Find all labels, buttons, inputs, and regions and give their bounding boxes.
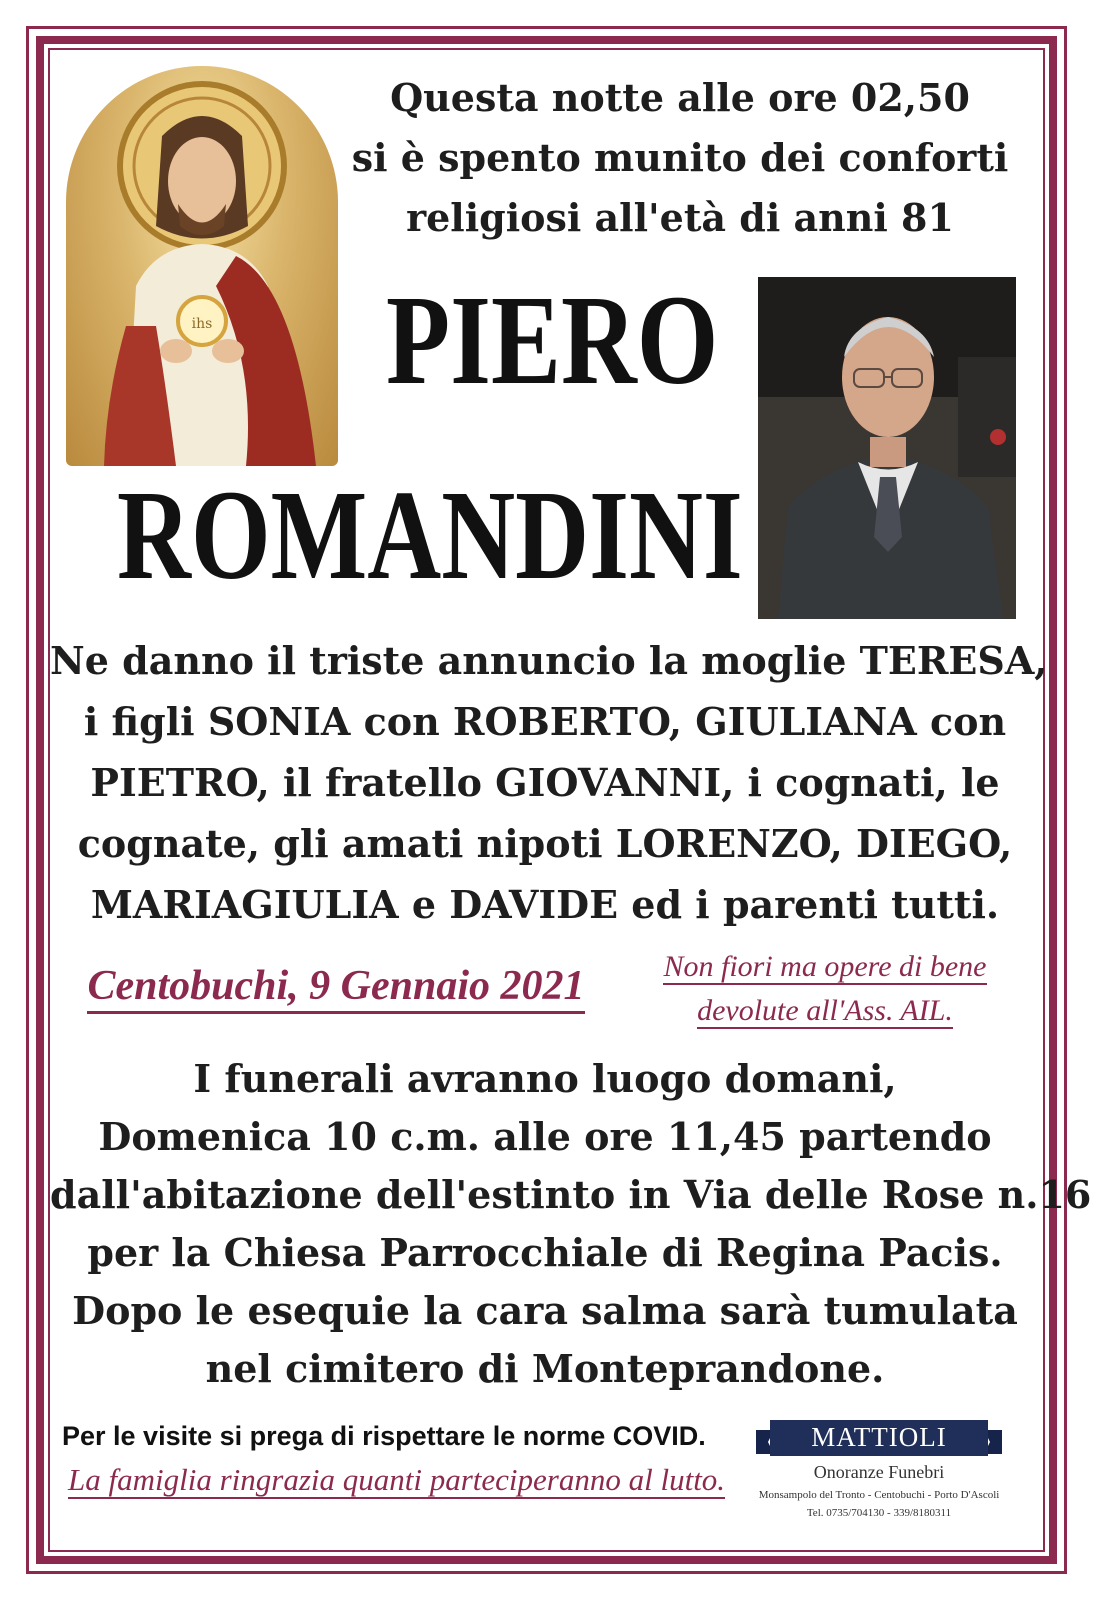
- donation-line: devolute all'Ass. AIL.: [697, 994, 953, 1027]
- place-date: [66, 958, 606, 1014]
- funeral-line: per la Chiesa Parrocchiale di Regina Pacis.: [87, 1230, 1003, 1275]
- intro-line: religiosi all'età di anni 81: [406, 195, 954, 240]
- deceased-last-name: ROMANDINI: [117, 464, 743, 606]
- announcement-line: MARIAGIULIA e DAVIDE ed i parenti tutti.: [90, 882, 1000, 927]
- covid-note: Per le visite si prega di rispettare le norme COVID.: [62, 1421, 706, 1451]
- thanks-note-text: La famiglia ringrazia quanti parteciperanno al lutto.: [68, 1462, 726, 1497]
- funeral-home-logo: [738, 1412, 1020, 1524]
- intro-line: si è spento munito dei conforti: [351, 135, 1009, 180]
- funeral-home-subtitle: Onoranze Funebri: [813, 1462, 945, 1482]
- funeral-line: dall'abitazione dell'estinto in Via delle Rose n.16: [50, 1172, 1092, 1217]
- ribbon-banner: [756, 1418, 1002, 1458]
- funeral-home-towns: Monsampolo del Tronto - Centobuchi - Porto D'Ascoli: [758, 1489, 1000, 1501]
- funeral-home-name: MATTIOLI: [811, 1422, 947, 1452]
- announcement-line: Ne danno il triste annuncio la moglie TERESA,: [50, 638, 1048, 683]
- intro-line: Questa notte alle ore 02,50: [390, 75, 970, 120]
- portrait-photo: [758, 277, 1016, 619]
- announcement-line: cognate, gli amati nipoti LORENZO, DIEGO,: [77, 821, 1013, 866]
- place-date-text: Centobuchi, 9 Gennaio 2021: [87, 963, 584, 1014]
- funeral-line: Dopo le esequie la cara salma sarà tumulata: [72, 1288, 1018, 1333]
- donation-note: [640, 945, 1010, 1033]
- funeral-line: nel cimitero di Monteprandone.: [205, 1346, 885, 1391]
- funeral-info: [50, 1050, 1092, 1398]
- announcement-line: PIETRO, il fratello GIOVANNI, i cognati, le: [90, 760, 1000, 805]
- svg-text:ihs: ihs: [191, 316, 213, 332]
- funeral-line: I funerali avranno luogo domani,: [193, 1056, 897, 1101]
- thanks-note: [68, 1460, 728, 1500]
- funeral-line: Domenica 10 c.m. alle ore 11,45 partendo: [98, 1114, 992, 1159]
- announcement-line: i figli SONIA con ROBERTO, GIULIANA con: [83, 699, 1007, 744]
- donation-line: Non fiori ma opere di bene: [663, 950, 987, 983]
- announcement-text: [50, 630, 1048, 935]
- intro-text: [350, 68, 1010, 248]
- deceased-first-name: PIERO: [386, 269, 719, 411]
- funeral-home-phone: Tel. 0735/704130 - 339/8180311: [806, 1507, 952, 1519]
- sacred-heart-image: [66, 66, 338, 466]
